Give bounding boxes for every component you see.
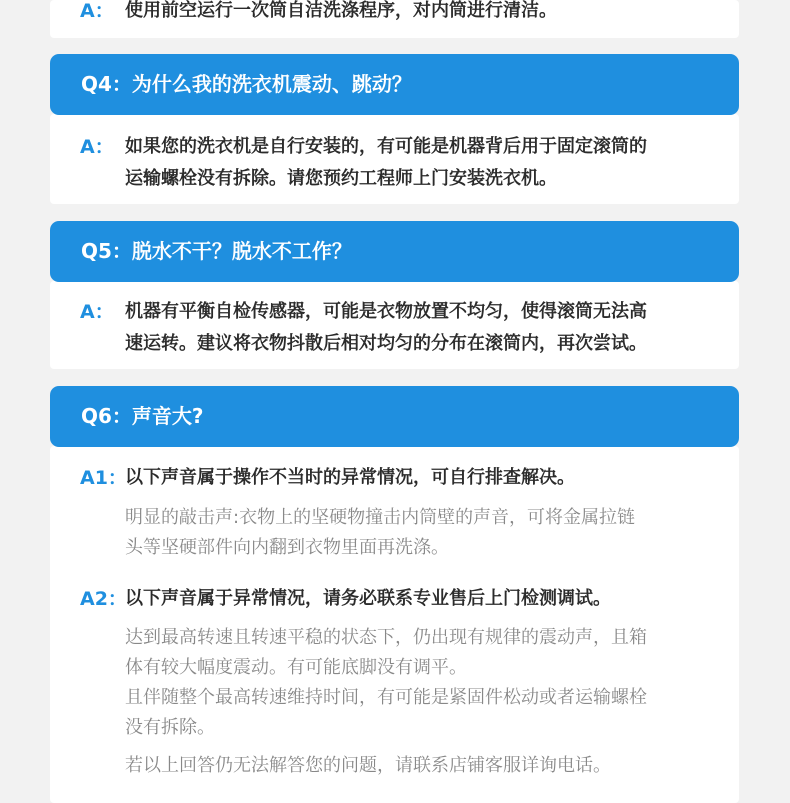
detail-line: 体有较大幅度震动。有可能底脚没有调平。 [125, 657, 467, 678]
answer-tag: A： [80, 136, 114, 158]
answer-tag: A2： [80, 588, 127, 610]
answer-line: 机器有平衡自检传感器，可能是衣物放置不均匀，使得滚筒无法高 [125, 301, 647, 322]
answer-line: 以下声音属于异常情况，请务必联系专业售后上门检测调试。 [125, 588, 611, 609]
answer-line: 运输螺栓没有拆除。请您预约工程师上门安装洗衣机。 [125, 168, 557, 189]
answer-q6-a1-details [125, 503, 635, 563]
question-bar-q4: Q4：为什么我的洗衣机震动、跳动？ [50, 54, 739, 115]
answer-line: 如果您的洗衣机是自行安装的，有可能是机器背后用于固定滚筒的 [125, 136, 647, 157]
detail-line: 没有拆除。 [125, 717, 215, 738]
answer-tag: A： [80, 301, 114, 323]
answer-line: 以下声音属于操作不当时的异常情况，可自行排查解决。 [125, 467, 575, 488]
footer-note: 若以上回答仍无法解答您的问题，请联系店铺客服详询电话。 [125, 755, 611, 776]
answer-line: 速运转。建议将衣物抖散后相对均匀的分布在滚筒内，再次尝试。 [125, 333, 647, 354]
detail-line: 头等坚硬部件向内翻到衣物里面再洗涤。 [125, 537, 449, 558]
detail-line: 达到最高转速且转速平稳的状态下，仍出现有规律的震动声，且箱 [125, 627, 647, 648]
question-bar-q6: Q6：声音大? [50, 386, 739, 447]
answer-line: 使用前空运行一次筒自洁洗涤程序，对内筒进行清洁。 [125, 0, 557, 21]
question-bar-q5: Q5：脱水不干？脱水不工作？ [50, 221, 739, 282]
detail-line: 且伴随整个最高转速维持时间，有可能是紧固件松动或者运输螺栓 [125, 687, 647, 708]
answer-tag: A1： [80, 467, 127, 489]
answer-q6-a2-details [125, 623, 647, 743]
answer-tag: A： [80, 0, 114, 22]
detail-line: 明显的敲击声:衣物上的坚硬物撞击内筒壁的声音，可将金属拉链 [125, 507, 636, 528]
